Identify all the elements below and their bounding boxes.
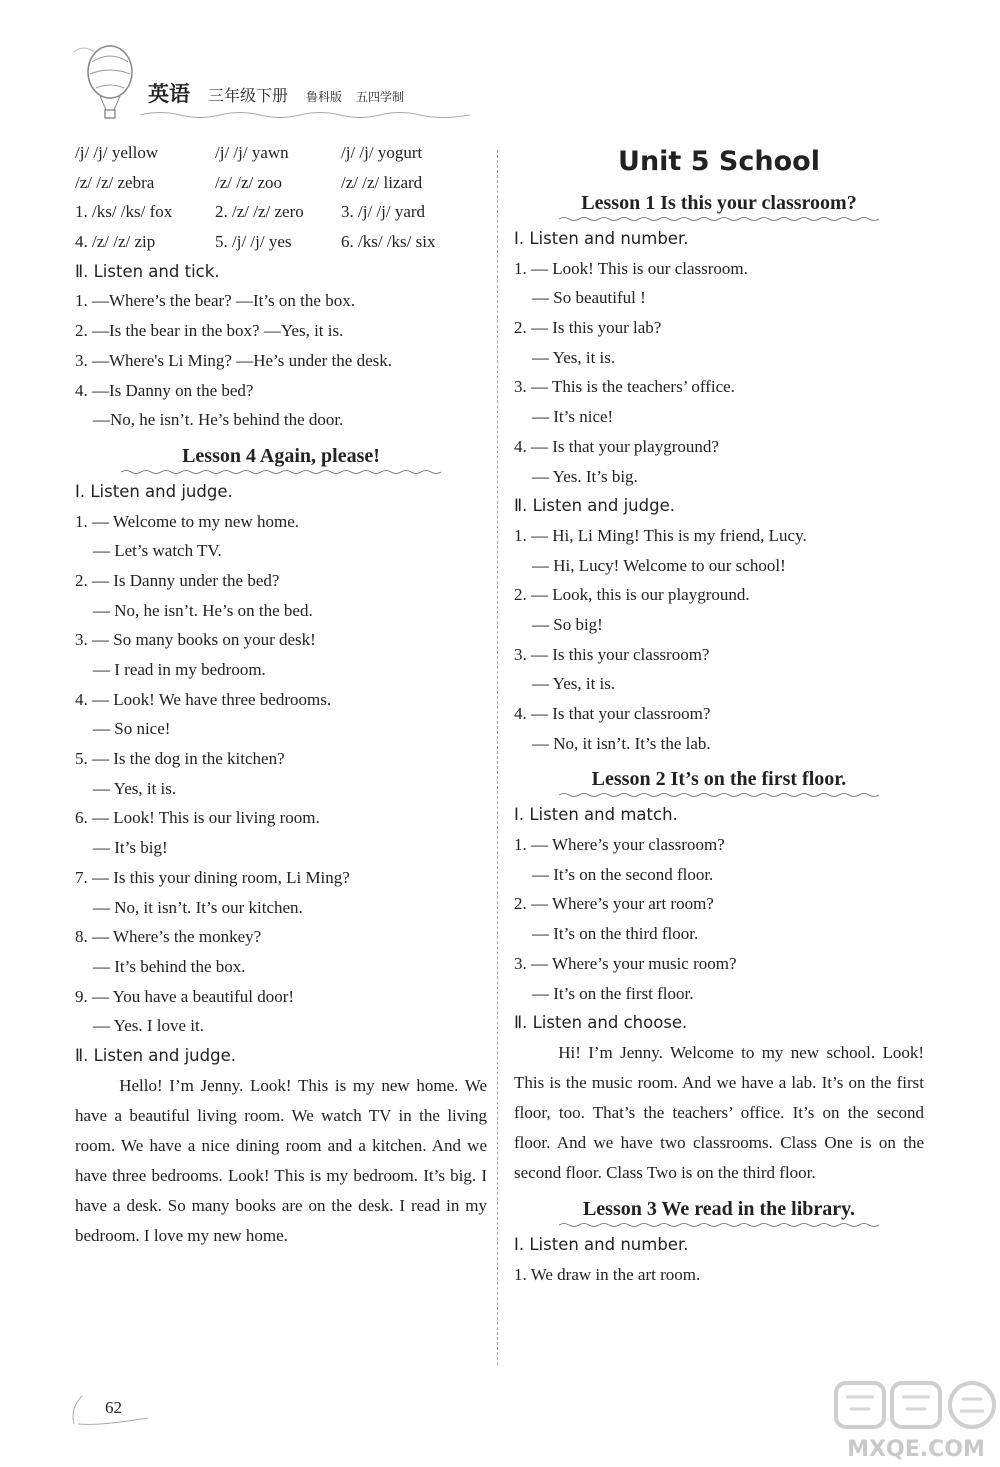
dialog-answer: — It’s behind the box. xyxy=(93,956,246,976)
dialog-question: 1. — Look! This is our classroom. xyxy=(514,258,748,278)
phonics-cell: /j/ /j/ yogurt xyxy=(341,143,423,162)
unit-title: Unit 5 School xyxy=(618,146,820,177)
dialog-question: 4. — Is that your playground? xyxy=(514,436,719,456)
dialog-question: 4. — Look! We have three bedrooms. xyxy=(75,689,332,709)
section-heading: Ⅱ. Listen and tick. xyxy=(75,261,220,281)
left-column xyxy=(75,138,487,1251)
dialog-answer: — So nice! xyxy=(93,719,171,739)
dialog-answer: — Yes. It’s big. xyxy=(532,466,638,486)
lesson-title xyxy=(514,1188,924,1230)
dialog-question: 2. — Where’s your art room? xyxy=(514,894,714,914)
subject-label: 英语 xyxy=(148,82,190,106)
header-ornament-line xyxy=(140,110,470,120)
dialog-answer: — It’s big! xyxy=(93,838,168,858)
phonics-cell: 1. /ks/ /ks/ fox xyxy=(75,202,173,222)
dialog-answer: — No, it isn’t. It’s our kitchen. xyxy=(93,897,303,917)
phonics-cell: /j/ /j/ yawn xyxy=(215,143,289,162)
dialog-question: 2. — Is Danny under the bed? xyxy=(75,570,280,590)
page-header xyxy=(30,30,450,130)
dialog-question: 9. — You have a beautiful door! xyxy=(75,986,295,1006)
phonics-row xyxy=(75,168,487,198)
dialog-answer: — I read in my bedroom. xyxy=(93,660,266,679)
lesson-title-text: Lesson 4 Again, please! xyxy=(182,444,380,467)
dialog-line: —No, he isn’t. He’s behind the door. xyxy=(93,410,344,430)
dialog-question: 6. — Look! This is our living room. xyxy=(75,808,320,828)
title-underline xyxy=(559,216,879,222)
lesson-title-text: Lesson 3 We read in the library. xyxy=(582,1197,856,1220)
phonics-row xyxy=(75,197,487,227)
dialog-question: 1. — Where’s your classroom? xyxy=(514,835,725,855)
section-heading: Ⅱ. Listen and judge. xyxy=(75,1045,236,1065)
hot-air-balloon-icon xyxy=(66,40,150,130)
dialog-answer: — It’s on the second floor. xyxy=(532,864,714,884)
dialog-line: 1. —Where’s the bear? —It’s on the box. xyxy=(75,291,355,311)
dialog-question: 3. — This is the teachers’ office. xyxy=(514,377,735,397)
phonics-cell: /z/ /z/ lizard xyxy=(341,172,423,192)
phonics-cell: /z/ /z/ zoo xyxy=(215,172,283,192)
section-heading: Ⅱ. Listen and choose. xyxy=(514,1013,688,1033)
dialog-question: 1. — Hi, Li Ming! This is my friend, Lucy. xyxy=(514,525,807,545)
dialog-list xyxy=(75,507,487,1041)
dialog-question: 2. — Is this your lab? xyxy=(514,318,662,338)
title-underline xyxy=(559,1222,879,1228)
dialog-answer: — No, it isn’t. It’s the lab. xyxy=(532,733,711,753)
phonics-cell: 4. /z/ /z/ zip xyxy=(75,232,156,252)
dialog-answer: — It’s on the third floor. xyxy=(532,924,699,944)
section-heading: Ⅱ. Listen and judge. xyxy=(514,496,675,516)
dialog-question: 2. — Look, this is our playground. xyxy=(514,585,750,605)
dialog-question: 3. — Where’s your music room? xyxy=(514,953,737,973)
dialog-question: 1. — Welcome to my new home. xyxy=(75,511,299,531)
title-underline xyxy=(121,469,441,475)
dialog-answer: — Yes, it is. xyxy=(93,778,177,798)
dialog-line: 1. We draw in the art room. xyxy=(514,1264,701,1284)
dialog-answer: — It’s nice! xyxy=(532,407,614,427)
column-divider xyxy=(497,150,498,1365)
watermark xyxy=(832,1375,1000,1467)
dialog-question: 7. — Is this your dining room, Li Ming? xyxy=(75,867,350,887)
section-heading: Ⅰ. Listen and number. xyxy=(514,229,689,248)
dialog-question: 5. — Is the dog in the kitchen? xyxy=(75,749,285,769)
watermark-text: MXQE.COM xyxy=(847,1437,985,1462)
phonics-row xyxy=(75,138,487,168)
dialog-question: 3. — So many books on your desk! xyxy=(75,630,316,650)
lesson-title xyxy=(75,435,487,477)
dialog-list xyxy=(514,254,924,492)
lesson-title xyxy=(514,758,924,800)
section-heading: Ⅰ. Listen and number. xyxy=(514,1234,689,1254)
dialog-answer: — Yes, it is. xyxy=(532,674,616,694)
dialog-question: 4. — Is that your classroom? xyxy=(514,704,711,723)
phonics-cell: /j/ /j/ yellow xyxy=(75,143,159,162)
phonics-cell: 3. /j/ /j/ yard xyxy=(341,202,426,222)
dialog-list xyxy=(514,830,924,1008)
phonics-cell: 2. /z/ /z/ zero xyxy=(215,202,304,222)
dialog-answer: — Hi, Lucy! Welcome to our school! xyxy=(532,555,786,575)
dialog-answer: — So beautiful ! xyxy=(532,288,646,308)
grade-label: 三年级下册 xyxy=(208,86,289,105)
system-label: 五四学制 xyxy=(356,90,405,104)
passage: Hi! I’m Jenny. Welcome to my new school. Look! This is the music room. And we have a lab. It’s on the first floor, too. That’s the teachers’ office. It’s on the second floor. And we have two classrooms. Class One is on the second floor. Class Two is on the third floor. xyxy=(514,1042,924,1182)
lesson-title xyxy=(514,182,924,224)
dialog-question: 3. — Is this your classroom? xyxy=(514,644,710,664)
lesson-title-text: Lesson 2 It’s on the first floor. xyxy=(591,768,847,791)
dialog-line: 3. —Where's Li Ming? —He’s under the desk. xyxy=(75,350,393,370)
right-column xyxy=(514,138,924,1289)
dialog-line: 2. —Is the bear in the box? —Yes, it is. xyxy=(75,321,344,341)
edition-label: 鲁科版 xyxy=(306,90,343,104)
dialog-list xyxy=(514,521,924,759)
dialog-line: 4. —Is Danny on the bed? xyxy=(75,380,254,400)
dialog-answer: — Yes, it is. xyxy=(532,347,616,367)
section-heading: Ⅰ. Listen and judge. xyxy=(75,481,233,501)
dialog-answer: — Let’s watch TV. xyxy=(93,541,222,561)
phonics-cell: 6. /ks/ /ks/ six xyxy=(341,232,436,252)
dialog-answer: — Yes. I love it. xyxy=(93,1016,204,1036)
passage: Hello! I’m Jenny. Look! This is my new home. We have a beautiful living room. We watch TV in the living room. We have a nice dining room and a kitchen. And we have three bedrooms. Look! This is my bedroom. It’s big. I have a desk. So many books are on the desk. I read in my bedroom. I love my new home. xyxy=(75,1075,487,1245)
dialog-answer: — No, he isn’t. He’s on the bed. xyxy=(93,600,313,620)
dialog-answer: — So big! xyxy=(532,614,603,634)
header-title xyxy=(148,78,414,108)
title-underline xyxy=(559,792,879,798)
dialog-answer: — It’s on the first floor. xyxy=(532,983,694,1003)
phonics-row xyxy=(75,227,487,257)
phonics-cell: 5. /j/ /j/ yes xyxy=(215,232,292,252)
lesson-title-text: Lesson 1 Is this your classroom? xyxy=(581,192,857,214)
page-number: 62 xyxy=(105,1398,122,1417)
dialog-question: 8. — Where’s the monkey? xyxy=(75,927,262,947)
watermark-logo-icon xyxy=(832,1375,1000,1435)
section-heading: Ⅰ. Listen and match. xyxy=(514,805,678,825)
phonics-cell: /z/ /z/ zebra xyxy=(75,172,155,192)
